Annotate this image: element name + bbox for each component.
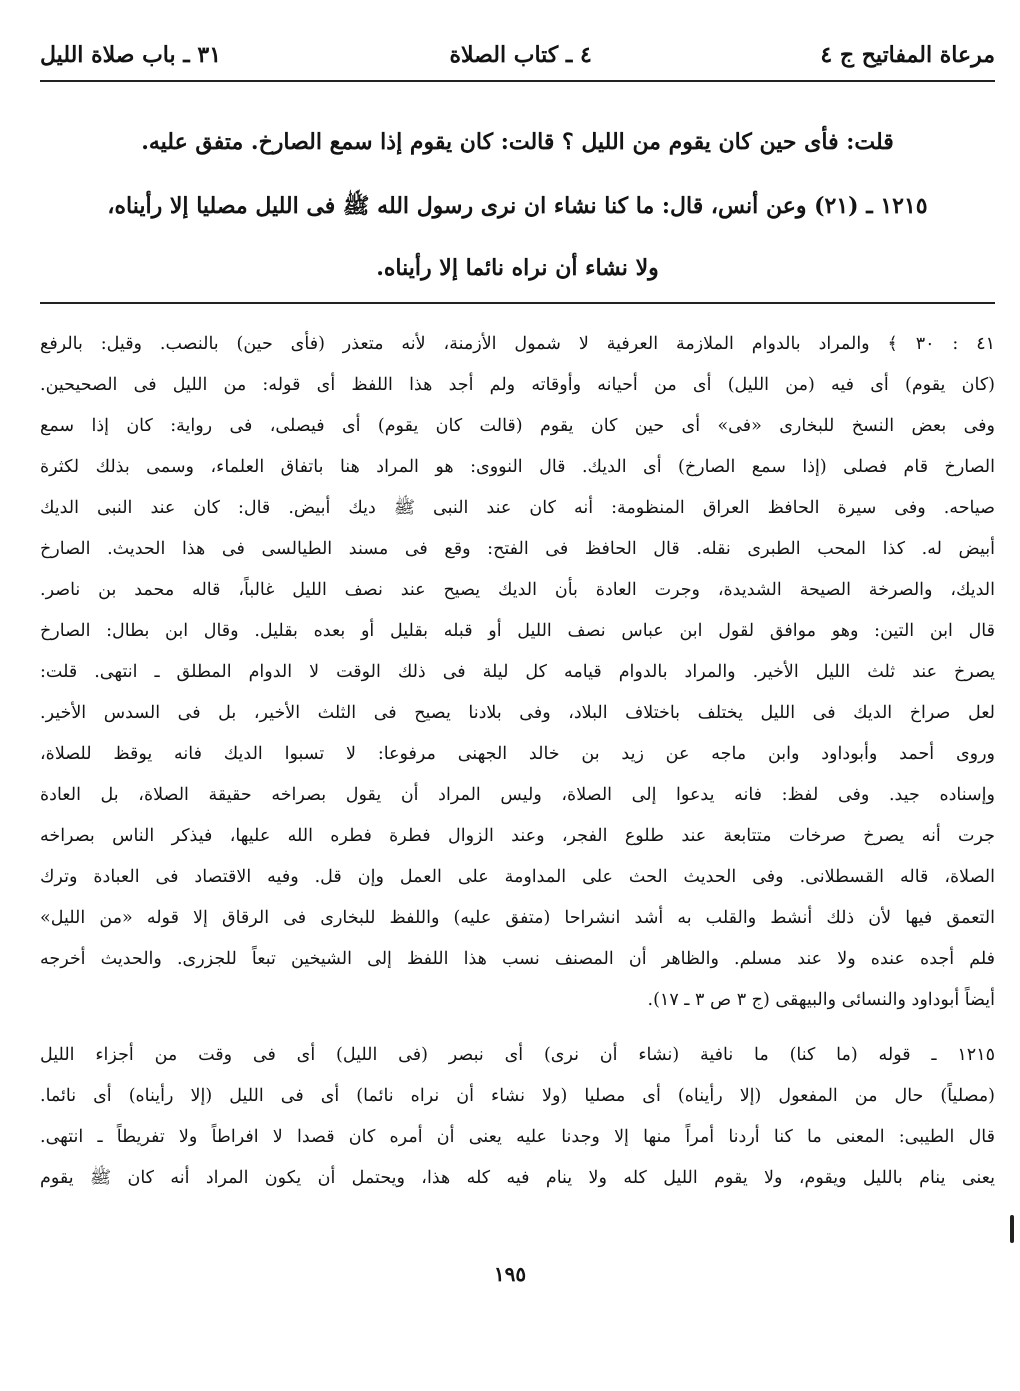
commentary-line: الصلاة، قاله القسطلانى. وفى الحديث الحث على المداومة على العمل وإن قل. وفيه الاقتصاد فى العبادة وترك — [40, 867, 995, 887]
paragraph-gap — [40, 1021, 995, 1035]
page-number: ١٩٥ — [493, 1262, 527, 1286]
commentary-line: الصارخ قام فصلى (إذا سمع الصارخ) أى الديك. قال النووى: هو المراد هنا باتفاق العلماء، وسمى بذلك لكثرة — [40, 457, 995, 477]
previous-hadith-ending: قلت: فأى حين كان يقوم من الليل ؟ قالت: كان يقوم إذا سمع الصارخ. متفق عليه. — [141, 129, 894, 155]
commentary-line: وإسناده جيد. وفى لفظ: فانه يدعوا إلى الصلاة، وليس المراد أن يقول بصراخه حقيقة الصلاة، بل العادة — [40, 785, 995, 805]
commentary-line: فلم أجده عنده ولا عند مسلم. والظاهر أن المصنف نسب هذا اللفظ إلى الشيخين تبعاً للجزرى. والحديث أخرجه — [40, 949, 995, 969]
commentary-line: يصرخ عند ثلث الليل الأخير. والمراد بالدوام قيامه كل ليلة فى ذلك الوقت لا الدوام المطلق ـ انتهى. قلت: — [40, 662, 995, 682]
commentary-block — [40, 324, 995, 1199]
section-divider — [40, 302, 995, 304]
commentary-line: التعمق فيها لأن ذلك أنشط والقلب به أشد انشراحا (متفق عليه) واللفظ للبخارى فى الرقاق إلا قوله «من الليل» — [40, 908, 995, 928]
commentary-line: وفى بعض النسخ للبخارى «فى» أى حين كان يقوم (قالت كان يقوم) أى فيصلى، فى رواية: كان إذا سمع — [40, 416, 995, 436]
commentary-line: لعل صراخ الديك فى الليل يختلف باختلاف البلاد، وفى بلادنا يصيح فى الثلث الأخير، بل فى السدس الأخير. — [40, 703, 995, 723]
commentary-1215-line: (مصلياً) حال من المفعول (إلا رأيناه) أى مصليا (ولا نشاء أن نراه نائما) أى فى الليل (إلا رأيناه) أى نائما. — [40, 1086, 995, 1106]
scan-edge-mark — [1010, 1215, 1014, 1243]
commentary-line: أيضاً أبوداود والنسائى والبيهقى (ج ٣ ص ٣ ـ ١٧). — [647, 990, 995, 1010]
commentary-line: (كان يقوم) أى فيه (من الليل) أى من أحيانه وأوقاته ولم أجد هذا اللفظ أى قوله: من الليل فى الصحيحين. — [40, 375, 995, 395]
header-book-section: ٤ ـ كتاب الصلاة — [449, 42, 592, 68]
hadith-1215-line-2: ولا نشاء أن نراه نائما إلا رأيناه. — [376, 255, 659, 281]
hadith-1215-line-1: ١٢١٥ ـ (٢١) وعن أنس، قال: ما كنا نشاء ان نرى رسول الله ﷺ فى الليل مصليا إلا رأيناه، — [107, 193, 928, 219]
commentary-line: صياحه. وفى سيرة الحافظ العراق المنظومة: أنه كان عند النبى ﷺ ديك أبيض. قال: كان عند النبى الديك — [40, 498, 995, 518]
commentary-line: أبيض له. كذا المحب الطبرى نقله. قال الحافظ فى الفتح: وقع فى مسند الطيالسى فى هذا الحديث. الصارخ — [40, 539, 995, 559]
commentary-1215-line: يعنى ينام بالليل ويقوم، ولا يقوم الليل كله ولا ينام فيه كله هذا، ويحتمل أن يكون المراد أنه كان ﷺ يقوم — [40, 1168, 995, 1188]
commentary-line: ٤١ : ٣٠ ﴾ والمراد بالدوام الملازمة العرفية لا شمول الأزمنة، لأنه متعذر (فأى حين) بالنصب. وقيل: بالرفع — [40, 334, 995, 354]
header-chapter: ٣١ ـ باب صلاة الليل — [40, 42, 222, 68]
running-header — [40, 30, 995, 82]
commentary-line: قال ابن التين: وهو موافق لقول ابن عباس نصف الليل أو قبله بقليل أو بعده بقليل. وقال ابن بطال: الصارخ — [40, 621, 995, 641]
commentary-1215-line: قال الطيبى: المعنى ما كنا أردنا أمراً منها إلا وجدنا عليه يعنى أن أمره كان قصدا لا افراطاً ولا تفريطاً ـ انتهى. — [40, 1127, 995, 1147]
commentary-line: الديك، والصرخة الصيحة الشديدة، وجرت العادة بأن الديك يصيح عند نصف الليل غالباً، قاله محمد بن ناصر. — [40, 580, 995, 600]
commentary-line: وروى أحمد وأبوداود وابن ماجه عن زيد بن خالد الجهنى مرفوعا: لا تسبوا الديك فانه يوقظ للصلاة، — [40, 744, 995, 764]
header-book-volume: مرعاة المفاتيح ج ٤ — [820, 42, 995, 68]
commentary-1215-line: ١٢١٥ ـ قوله (ما كنا) ما نافية (نشاء أن نرى) أى نبصر (فى الليل) أى فى وقت من أجزاء الليل — [40, 1045, 995, 1065]
commentary-line: جرت أنه يصرخ صرخات متتابعة عند طلوع الفجر، وعند الزوال فطرة فطره الله عليها، فيذكر الناس بصراخه — [40, 826, 995, 846]
